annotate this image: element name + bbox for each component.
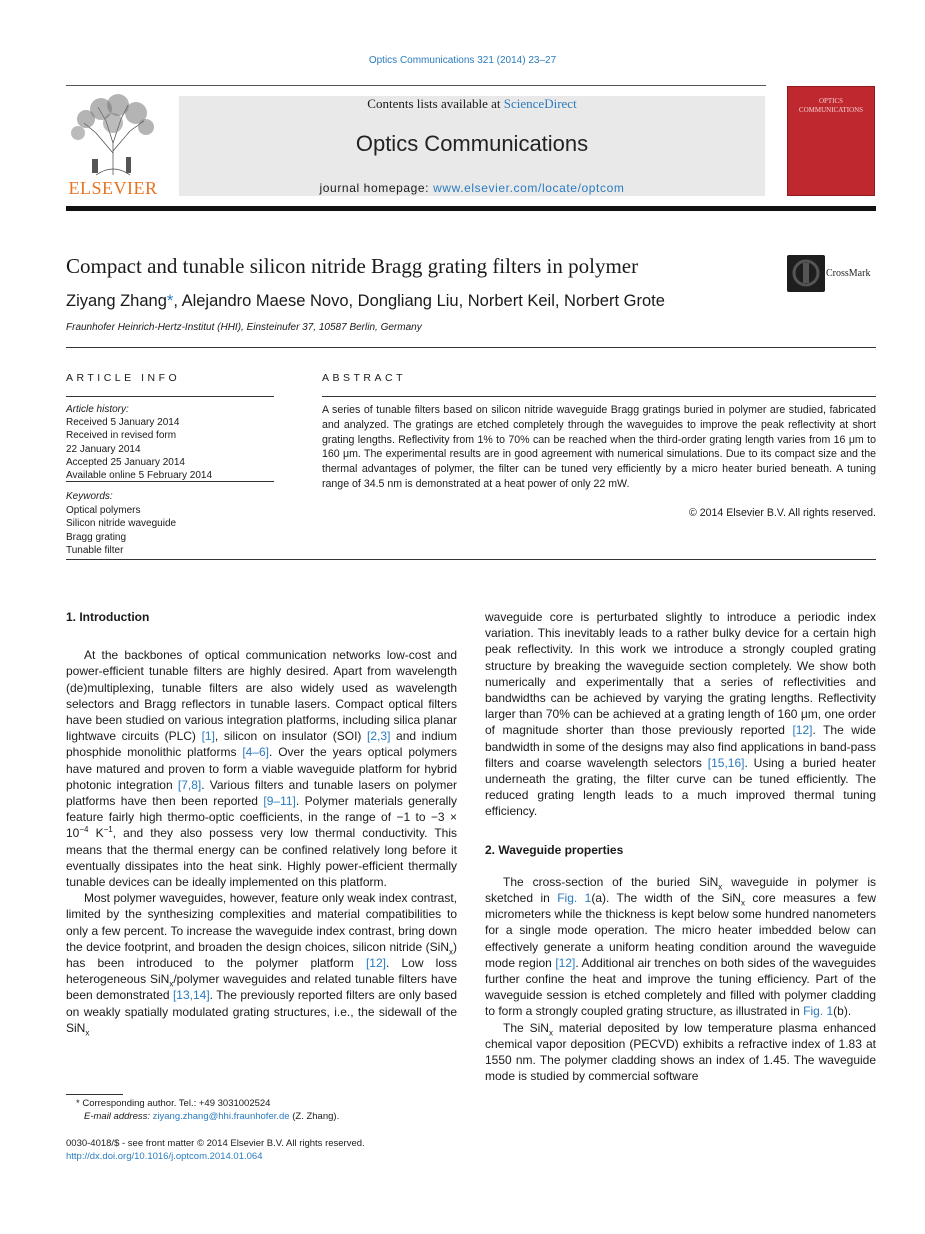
article-title: Compact and tunable silicon nitride Bragg grating filters in polymer bbox=[66, 254, 639, 278]
authors-rest: , Alejandro Maese Novo, Dongliang Liu, Norbert Keil, Norbert Grote bbox=[173, 292, 665, 310]
section-gap bbox=[485, 820, 876, 842]
header-thick-rule bbox=[66, 206, 876, 211]
front-matter-copyright: 0030-4018/$ - see front matter © 2014 Elsevier B.V. All rights reserved. bbox=[66, 1138, 365, 1149]
journal-reference[interactable]: Optics Communications 321 (2014) 23–27 bbox=[368, 55, 557, 66]
body-column-right bbox=[485, 609, 876, 1084]
citation-link[interactable]: [4–6] bbox=[242, 745, 270, 760]
citation-link[interactable]: [7,8] bbox=[177, 777, 202, 792]
elsevier-tree-icon bbox=[66, 93, 160, 177]
footnote-rule bbox=[66, 1094, 123, 1095]
author-list bbox=[66, 292, 665, 311]
citation-link[interactable]: [2,3] bbox=[367, 729, 391, 744]
paragraph: At the backbones of optical communication networks low-cost and power-efficient tunable filters are highly desired. Apart from wavelength (de)multiplexing, tunable filters are also widely used as wavelength selectors and Bragg reflectors in tunable lasers. Compact optical filters have been studied on various integration platforms, including silica planar lightwave circuits (PLC) [1], silicon on insulator (SOI) [2,3] and indium phosphide monolithic platforms [4–6]. Over the years optical polymers have matured and proven to form a viable waveguide platform for hybrid photonic integration [7,8]. Various filters and tunable lasers on polymer platforms have then been reported [9–11]. Polymer materials generally feature fairly high thermo-optic coefficients, in the range of −1 to $-3 \times 10^{-4}$ $K^{-1}$, and they also possess very low thermal conductivity. This means that the thermal energy can be confined relatively long before it eventually dissipates into the heat sink. Highly power-efficient thermally tunable devices can be ideally implemented on this platform. bbox=[66, 648, 458, 890]
corresponding-author-marker[interactable]: * bbox=[166, 292, 174, 310]
paragraph: The cross-section of the buried SiN$_x$ waveguide in polymer is sketched in Fig. 1(a). The width of the SiN$_x$ core measures a few micrometers while the thickness is kept below some hundred nanometers for a single mode operation. The micro heater imbedded below can effectively generate a uniform heating condition around the waveguide mode region [12]. Additional air trenches on both sides of the waveguides further confine the heat and improve the tuning efficiency. Part of the waveguide session is etched completely and filled with polymer cladding to form a strongly coupled grating structure, as illustrated in Fig. 1(b). bbox=[485, 874, 877, 1019]
history-item: Received in revised form bbox=[66, 430, 177, 442]
contents-prefix: Contents lists available at bbox=[367, 96, 504, 111]
citation-link[interactable]: [1] bbox=[201, 729, 215, 744]
homepage-prefix: journal homepage: bbox=[319, 181, 434, 195]
journal-homepage bbox=[179, 181, 765, 195]
abstract-rule bbox=[322, 396, 876, 397]
history-item: Received 5 January 2014 bbox=[66, 417, 180, 429]
contents-line bbox=[179, 96, 765, 112]
sciencedirect-link[interactable]: ScienceDirect bbox=[503, 96, 577, 111]
homepage-link[interactable]: www.elsevier.com/locate/optcom bbox=[433, 181, 625, 195]
citation-link[interactable]: [12] bbox=[792, 723, 813, 738]
figure-link[interactable]: Fig. 1 bbox=[557, 891, 592, 906]
history-item: 22 January 2014 bbox=[66, 443, 141, 455]
section-heading-introduction: 1. Introduction bbox=[66, 610, 150, 624]
body-column-left bbox=[66, 609, 457, 1036]
abstract-bottom-rule bbox=[66, 559, 876, 560]
title-rule bbox=[66, 347, 876, 348]
citation-link[interactable]: [9–11] bbox=[263, 794, 296, 809]
history-item: Available online 5 February 2014 bbox=[66, 470, 213, 482]
corresponding-author-note: * Corresponding author. Tel.: +49 3031002524 bbox=[76, 1098, 271, 1109]
keyword: Bragg grating bbox=[66, 531, 127, 543]
paragraph: waveguide core is perturbated slightly to introduce a periodic index variation. This inevitably leads to a rather bulky device for a certain high peak reflectivity. In this work we introduce a strongly coupled grating structure by breaking the waveguide section completely. We show both numerically and experimentally that a series of reflectivities and bandwidths can be achieved by varying the grating lengths. Reflectivity larger than 70% can be achieved at a grating length of 160 μm, one order of magnitude shorter than those previously reported [12]. The wide bandwidth in some of the designs may also find applications in band-pass filters and coarse wavelength selectors [15,16]. Using a buried heater underneath the grating, the filter curve can be tuned efficiently. The reduced grating length leads to a much improved thermal tuning efficiency. bbox=[485, 610, 876, 819]
citation-link[interactable]: [13,14] bbox=[172, 988, 210, 1003]
crossmark-button[interactable] bbox=[787, 255, 875, 293]
header-rule bbox=[66, 85, 766, 86]
section-heading-waveguide: 2. Waveguide properties bbox=[485, 842, 624, 857]
journal-title: Optics Communications bbox=[355, 131, 589, 156]
article-history bbox=[66, 403, 276, 482]
email-link[interactable]: ziyang.zhang@hhi.fraunhofer.de bbox=[152, 1111, 290, 1122]
front-matter bbox=[66, 1137, 456, 1163]
citation-link[interactable]: [15,16] bbox=[707, 755, 745, 770]
crossmark-label: CrossMark bbox=[826, 268, 871, 279]
abstract-text: A series of tunable filters based on silicon nitride waveguide Bragg gratings buried in polymer are studied, fabricated and analyzed. The gratings are etched completely through the waveguides to improve the peak reflectivity at short grating lengths. Reflectivity from 1% to 70% can be reached when the third-order grating length varies from 16 μm to 160 μm. The experimental results are in good agreement with numerical simulations. Due to its compact size and the thermal advantages of polymer, the filter can be tuned very efficiently by a micro heater buried beneath. A tuning range of 34.5 nm is demonstrated at a heat power of only 22 mW. bbox=[322, 404, 876, 490]
affiliation: Fraunhofer Heinrich-Hertz-Institut (HHI), Einsteinufer 37, 10587 Berlin, Germany bbox=[66, 322, 422, 333]
paragraph: Most polymer waveguides, however, feature only weak index contrast, limited by the synthesizing complexities and material compatibilities to only a few percent. To increase the waveguide index contrast, bring down the device footprint, and broaden the design choices, silicon nitride (SiN$_x$) has been introduced to the polymer platform [12]. Low loss heterogeneous SiN$_x$/polymer waveguides and related tunable filters have been demonstrated [13,14]. The previously reported filters are only based on weakly spatially modulated grating structures, i.e., the sidewall of the SiN$_x$ bbox=[66, 891, 458, 1038]
abstract-heading: ABSTRACT bbox=[322, 372, 407, 384]
paragraph: The SiN$_x$ material deposited by low temperature plasma enhanced chemical vapor deposition (PECVD) exhibits a refractive index of 1.83 at 1550 nm. The polymer cladding shows an index of 1.45. The waveguide mode is studied by commercial software bbox=[485, 1020, 876, 1084]
cover-title-line-1: OPTICS bbox=[818, 97, 844, 105]
doi-link[interactable]: http://dx.doi.org/10.1016/j.optcom.2014.01.064 bbox=[66, 1151, 263, 1162]
author-corresponding: Ziyang Zhang bbox=[66, 292, 167, 310]
history-label: Article history: bbox=[66, 404, 129, 415]
keywords bbox=[66, 490, 276, 558]
email-note: E-mail address: ziyang.zhang@hhi.fraunhofer.de (Z. Zhang). bbox=[84, 1111, 340, 1122]
journal-masthead bbox=[179, 96, 765, 196]
keyword: Tunable filter bbox=[66, 545, 124, 556]
elsevier-wordmark: ELSEVIER bbox=[68, 178, 158, 198]
history-item: Accepted 25 January 2014 bbox=[66, 456, 185, 468]
keyword: Silicon nitride waveguide bbox=[66, 518, 177, 529]
citation-link[interactable]: [12] bbox=[555, 955, 576, 970]
article-info-heading: ARTICLE INFO bbox=[66, 372, 181, 384]
citation-link[interactable]: [12] bbox=[365, 956, 386, 971]
keywords-label: Keywords: bbox=[66, 491, 113, 502]
footnote bbox=[66, 1097, 456, 1123]
elsevier-logo bbox=[66, 93, 160, 199]
journal-cover-thumbnail[interactable] bbox=[787, 86, 875, 196]
keyword: Optical polymers bbox=[66, 504, 141, 516]
figure-link[interactable]: Fig. 1 bbox=[803, 1004, 834, 1019]
crossmark-icon bbox=[787, 255, 825, 292]
cover-title bbox=[788, 97, 874, 115]
article-info-divider bbox=[66, 481, 274, 482]
article-info-rule bbox=[66, 396, 274, 397]
abstract-copyright: © 2014 Elsevier B.V. All rights reserved. bbox=[688, 507, 876, 519]
cover-title-line-2: COMMUNICATIONS bbox=[798, 106, 864, 114]
